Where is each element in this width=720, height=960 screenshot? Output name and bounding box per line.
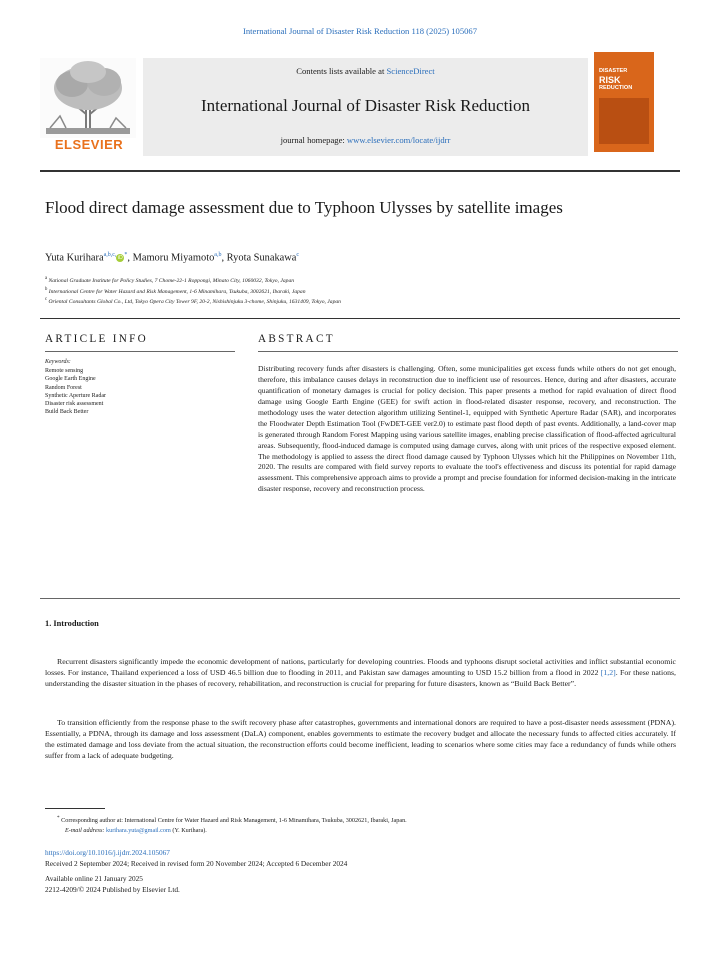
article-info-rule (45, 351, 235, 352)
contents-prefix: Contents lists available at (296, 66, 387, 76)
copyright: 2212-4209/© 2024 Published by Elsevier Ltd. (45, 884, 180, 894)
citation-link[interactable]: [1,2] (600, 667, 616, 677)
author-name[interactable]: Mamoru Miyamoto (132, 252, 215, 264)
author-affil-sup[interactable]: c (296, 252, 300, 258)
affil-text: International Centre for Water Hazard and Risk Management, 1-6 Minamihara, Tsukuba, 3002621, Ibaraki, Japan (48, 288, 306, 295)
author-name[interactable]: Ryota Sunakawa (226, 252, 297, 264)
homepage-link[interactable]: www.elsevier.com/locate/ijdrr (346, 135, 451, 145)
email-label: E-mail address: (65, 826, 105, 834)
abstract-end-rule (40, 598, 680, 599)
abstract-text: Distributing recovery funds after disasters is challenging. Often, some municipalities get excess funds while others do not get enough, therefore, this imbalance causes delays in reconstruction due to inefficient use of resources. Hence, during and after disasters, accurate quantification of monetary damages is crucial for policy decision. This paper presents a method for rapid evaluation of direct flood damage using Google Earth Engine (GEE) for swift action in flood-related disaster response, recovery, and reconstruction. The methodology uses the water detection algorithm utilizing Sentinel-1, equipped with Synthetic Aperture Radar (SAR), and incorporates the Floodwater Depth Estimation Tool (FwDET-GEE ver2.0) to estimate past flood depth of past events. Additionally, a land-cover map is generated through Random Forest Mapping using various satellite images, enabling precise classification of flood-affected agricultural areas. Subsequently, flood-induced damage is computed using damage curves, along with unit prices of the respective exposed element. The methodology is applied to assess the direct flood damage caused by Typhoon Ulysses which hit the Philippines on November 11th, 2020. The results are compared with field survey reports to evaluate the tool's effectiveness and discuss its potential for rapid damage assessment. This comprehensive approach aims to provide a prompt and precise foundation for informed decision-making in the intricate disaster response, recovery and reconstruction process. (258, 364, 676, 494)
affiliation-rule (40, 318, 680, 319)
doi-link[interactable]: https://doi.org/10.1016/j.ijdrr.2024.105067 (45, 848, 170, 857)
keywords-label: Keywords: (45, 359, 71, 365)
intro-paragraph-2 (45, 718, 676, 762)
affiliation (45, 297, 685, 305)
keyword: Random Forest (45, 384, 82, 391)
footnote-text: Corresponding author at: International Centre for Water Hazard and Risk Management, 1-6 Minamihara, Tsukuba, 3002621, Ibaraki, Japan. (61, 817, 407, 825)
intro-text: Recurrent disasters significantly impede the economic development of nations, particularly for developing countries. Floods and typhoons disrupt societal activities and inflict substantial economic losses. For instance, Thailand experienced a loss of USD 46.5 billion due to flooding in 2011, and Pakistan saw damages amounting to USD 15.2 billion from a flood in 2022 (45, 657, 676, 677)
orcid-icon[interactable]: iD (118, 255, 123, 262)
article-meta (45, 848, 676, 896)
author-list (45, 252, 645, 263)
email-suffix: (Y. Kurihara). (172, 826, 207, 834)
cover-word: RISK (599, 74, 621, 85)
intro-paragraph-1 (45, 657, 676, 690)
publisher-name: ELSEVIER (54, 137, 124, 152)
corresponding-footnote (45, 814, 676, 835)
elsevier-logo[interactable] (40, 58, 136, 156)
affil-text: Oriental Consultants Global Co., Ltd, Tokyo Opera City Tower 9F, 20-2, Nishishinjuku 3-chome, Shinjuku, 1631409, Tokyo, Japan (48, 298, 341, 305)
footnote-star: * (57, 815, 60, 821)
available-online: Available online 21 January 2025 (45, 873, 143, 883)
affil-sup: c (45, 297, 48, 302)
article-info-heading: ARTICLE INFO (45, 333, 149, 345)
affiliation (45, 287, 685, 295)
cover-title (599, 68, 651, 91)
footnote-rule (45, 808, 105, 809)
intro-text: . For these nations, understanding the disaster situation in the phases of recovery, rehabilitation, and reconstruction is crucial for preparing for future disasters, known as “Build Back Better”. (45, 667, 676, 688)
running-header[interactable]: International Journal of Disaster Risk Reduction 118 (2025) 105067 (242, 26, 478, 36)
cover-image (599, 98, 649, 144)
email-link[interactable]: kurihara.yuta@gmail.com (106, 826, 171, 834)
abstract-rule (258, 351, 678, 352)
affil-sup: a (45, 276, 48, 281)
affil-sup: b (45, 287, 48, 292)
keyword: Google Earth Engine (45, 376, 96, 383)
affiliation (45, 276, 685, 284)
author-affil-sup[interactable]: a,b,c, (103, 252, 117, 258)
journal-cover-thumbnail[interactable] (594, 52, 654, 152)
contents-line (143, 66, 588, 76)
article-title: Flood direct damage assessment due to Typhoon Ulysses by satellite images (45, 198, 563, 217)
abstract-heading: ABSTRACT (258, 333, 335, 345)
cover-word: DISASTER (599, 68, 628, 74)
journal-masthead (40, 58, 682, 156)
intro-text: To transition efficiently from the response phase to the swift recovery phase after catastrophes, governments and international donors are required to have a post-disaster needs assessment (PDNA). Essentially, a PDNA, through its damage and loss assessment (DaLA) component, enables governments to estimate the recovery budget and allocate the necessary funds to affected cities accurately. If the estimated damage and loss deviate from the actual situation, the reconstruction efforts could become inefficient, leading to scenarios where some cities may face a redundancy of funds while others suffer from a lack of adequate budgeting. (45, 718, 676, 760)
corresponding-star[interactable]: * (124, 252, 128, 258)
keyword: Disaster risk assessment (45, 401, 104, 408)
author-separator: , (127, 252, 133, 264)
journal-name: International Journal of Disaster Risk Reduction (200, 96, 531, 115)
keywords-list (45, 367, 215, 417)
masthead-rule (40, 170, 680, 172)
affil-text: National Graduate Institute for Policy Studies, 7 Chome-22-1 Roppongi, Minato City, 1060032, Tokyo, Japan (48, 277, 295, 284)
author-affil-sup[interactable]: a,b (214, 252, 222, 258)
author-name[interactable]: Yuta Kurihara (45, 252, 104, 264)
journal-banner (143, 58, 588, 156)
tree-icon (40, 58, 136, 138)
section-heading-introduction: 1. Introduction (45, 619, 99, 628)
sciencedirect-link[interactable]: ScienceDirect (386, 66, 435, 76)
author-separator: , (221, 252, 227, 264)
received-dates: Received 2 September 2024; Received in revised form 20 November 2024; Accepted 6 December 2024 (45, 858, 348, 868)
keyword: Synthetic Aperture Radar (45, 392, 106, 399)
homepage-prefix: journal homepage: (280, 135, 347, 145)
keyword: Build Back Better (45, 409, 89, 416)
cover-word: REDUCTION (599, 84, 633, 91)
homepage-line (143, 135, 588, 145)
keyword: Remote sensing (45, 368, 84, 374)
